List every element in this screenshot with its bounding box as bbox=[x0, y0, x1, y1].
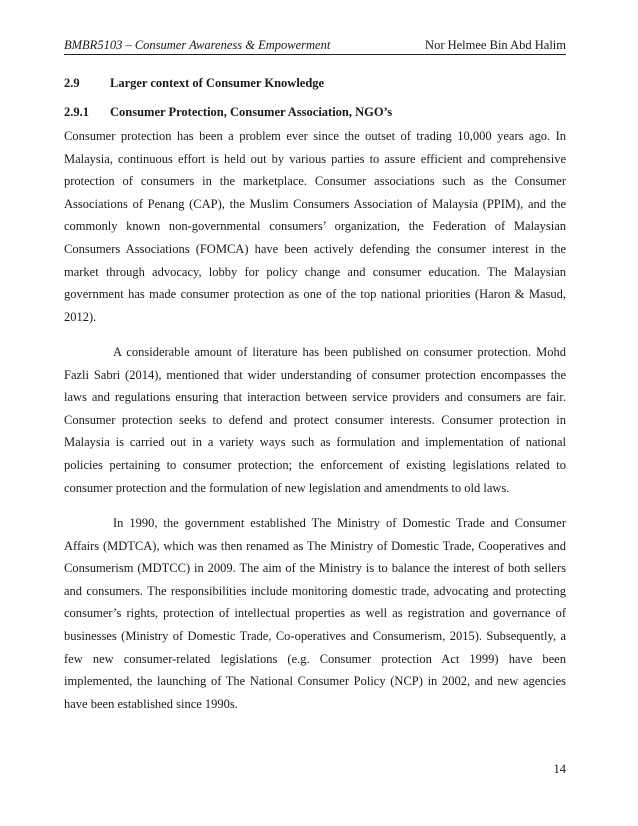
page-number: 14 bbox=[553, 762, 566, 776]
subsection-title: Consumer Protection, Consumer Association, NGO’s bbox=[110, 105, 393, 119]
header-course-title: BMBR5103 – Consumer Awareness & Empowerment bbox=[64, 38, 331, 52]
section-number: 2.9 bbox=[64, 76, 80, 90]
section-heading bbox=[64, 76, 324, 91]
section-title: Larger context of Consumer Knowledge bbox=[110, 76, 325, 90]
paragraph-2: A considerable amount of literature has been published on consumer protection. Mohd Fazli Sabri (2014), mentioned that wider understanding of consumer protection encompasses the laws and regulations ensuring that interaction between service providers and consumers are fair. Consumer protection seeks to defend and protect consumer interests. Consumer protection in Malaysia is carried out in a variety ways such as formulation and implementation of national policies pertaining to consumer protection; the enforcement of existing legislations related to consumer protection and the formulation of new legislation and amendments to old laws. bbox=[64, 345, 566, 495]
subsection-heading bbox=[64, 105, 392, 120]
page-header bbox=[64, 36, 566, 55]
paragraph-3: In 1990, the government established The Ministry of Domestic Trade and Consumer Affairs (MDTCA), which was then renamed as The Ministry of Domestic Trade, Cooperatives and Consumerism (MDTCC) in 2009. The aim of the Ministry is to balance the interest of both sellers and consumers. The responsibilities include monitoring domestic trade, advocating and protecting consumer’s rights, protection of intellectual properties as well as registration and governance of businesses (Ministry of Domestic Trade, Co-operatives and Consumerism, 2015). Subsequently, a few new consumer-related legislations (e.g. Consumer protection Act 1999) have been implemented, the launching of The National Consumer Policy (NCP) in 2002, and new agencies have been established since 1990s. bbox=[64, 516, 566, 711]
paragraph-1: Consumer protection has been a problem ever since the outset of trading 10,000 years ago. In Malaysia, continuous effort is held out by various parties to assure efficient and comprehensive protection of consumers in the marketplace. Consumer associations such as the Consumer Associations of Penang (CAP), the Muslim Consumers Association of Malaysia (PPIM), and the commonly known non-governmental consumers’ organization, the Federation of Malaysian Consumers Associations (FOMCA) have been actively defending the consumer interest in the market through advocacy, lobby for policy change and consumer education. The Malaysian government has made consumer protection as one of the top national priorities (Haron & Masud, 2012). bbox=[64, 129, 566, 324]
subsection-number: 2.9.1 bbox=[64, 105, 89, 119]
header-author: Nor Helmee Bin Abd Halim bbox=[425, 38, 566, 52]
